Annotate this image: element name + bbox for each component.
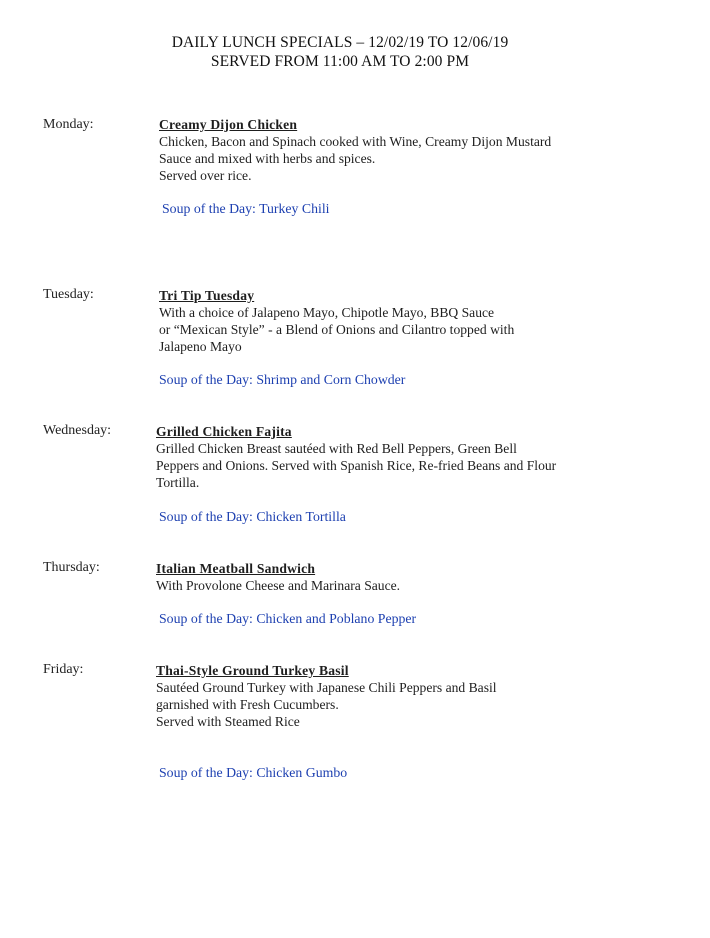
soup-of-the-day-wednesday: Soup of the Day: Chicken Tortilla — [159, 509, 346, 524]
dish-description-line: Served with Steamed Rice — [156, 714, 300, 729]
dish-description-line: Grilled Chicken Breast sautéed with Red Bell Peppers, Green Bell — [156, 441, 517, 456]
dish-description-line: With Provolone Cheese and Marinara Sauce. — [156, 578, 401, 593]
dish-description-line: Sauce and mixed with herbs and spices. — [159, 151, 376, 166]
dish-name: Tri Tip Tuesday — [159, 288, 255, 303]
day-label-thursday: Thursday: — [43, 560, 100, 575]
dish-description-line: Served over rice. — [159, 168, 252, 183]
dish-description-line: With a choice of Jalapeno Mayo, Chipotle Mayo, BBQ Sauce — [159, 305, 495, 320]
soup-of-the-day-tuesday: Soup of the Day: Shrimp and Corn Chowder — [159, 372, 406, 387]
day-label-wednesday: Wednesday: — [43, 423, 112, 438]
soup-of-the-day-friday: Soup of the Day: Chicken Gumbo — [159, 765, 348, 780]
special-monday — [159, 116, 679, 184]
day-label-tuesday: Tuesday: — [43, 287, 94, 302]
page-subtitle: SERVED FROM 11:00 AM TO 2:00 PM — [210, 53, 470, 70]
dish-description-line: Peppers and Onions. Served with Spanish Rice, Re-fried Beans and Flour — [156, 458, 557, 473]
page-title: DAILY LUNCH SPECIALS – 12/02/19 TO 12/06/19 — [171, 34, 509, 51]
special-tuesday — [159, 287, 679, 355]
dish-name: Grilled Chicken Fajita — [156, 424, 292, 439]
dish-description-line: Jalapeno Mayo — [159, 339, 242, 354]
dish-name: Thai-Style Ground Turkey Basil — [156, 663, 349, 678]
day-label-friday: Friday: — [43, 662, 84, 677]
dish-description-line: or “Mexican Style” - a Blend of Onions and Cilantro topped with — [159, 322, 515, 337]
dish-description-line: Chicken, Bacon and Spinach cooked with Wine, Creamy Dijon Mustard — [159, 134, 552, 149]
special-wednesday — [156, 423, 676, 491]
special-friday — [156, 662, 676, 730]
special-thursday — [156, 560, 676, 594]
soup-of-the-day-monday: Soup of the Day: Turkey Chili — [162, 201, 330, 216]
dish-name: Italian Meatball Sandwich — [156, 561, 316, 576]
dish-name: Creamy Dijon Chicken — [159, 117, 298, 132]
dish-description-line: Sautéed Ground Turkey with Japanese Chili Peppers and Basil — [156, 680, 497, 695]
day-label-monday: Monday: — [43, 117, 94, 132]
dish-description-line: garnished with Fresh Cucumbers. — [156, 697, 339, 712]
dish-description-line: Tortilla. — [156, 475, 200, 490]
soup-of-the-day-thursday: Soup of the Day: Chicken and Poblano Pepper — [159, 611, 417, 626]
